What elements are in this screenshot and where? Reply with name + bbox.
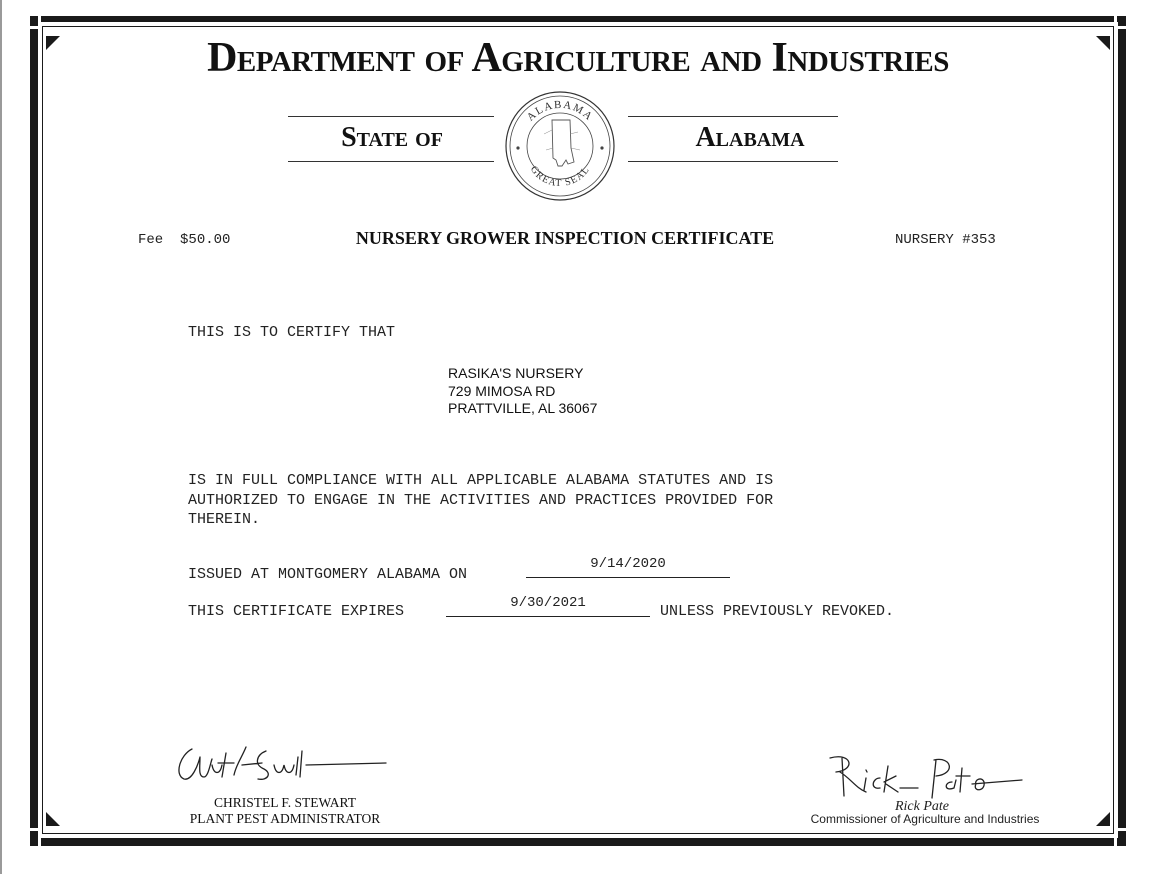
signature-left-icon bbox=[170, 735, 390, 793]
signatory-left bbox=[150, 795, 420, 827]
corner-notch bbox=[1114, 16, 1117, 22]
certify-line: THIS IS TO CERTIFY THAT bbox=[188, 324, 396, 341]
compliance-text: IS IN FULL COMPLIANCE WITH ALL APPLICABLE ALABAMA STATUTES AND IS AUTHORIZED TO ENGAGE IN THE ACTIVITIES AND PRACTICES PROVIDED FOR THEREIN. bbox=[188, 472, 774, 528]
state-name-label: Alabama bbox=[695, 122, 805, 153]
border-right bbox=[1118, 16, 1126, 846]
department-title: Department of Agriculture and Industries bbox=[207, 35, 949, 81]
corner-ornament-top-right bbox=[1096, 36, 1110, 50]
certificate-title: NURSERY GROWER INSPECTION CERTIFICATE bbox=[355, 228, 775, 248]
expires-date-line bbox=[446, 616, 650, 617]
corner-ornament-top-left bbox=[46, 36, 60, 50]
fee-amount: $50.00 bbox=[180, 232, 231, 248]
corner-notch bbox=[38, 16, 41, 22]
border-top bbox=[30, 16, 1126, 22]
state-of-label: State of bbox=[341, 122, 443, 153]
corner-notch bbox=[1118, 828, 1126, 831]
nursery-number: NURSERY #353 bbox=[895, 232, 996, 248]
seal-top-text: ALABAMA bbox=[524, 98, 596, 124]
corner-notch bbox=[38, 838, 41, 846]
corner-notch bbox=[1114, 838, 1117, 846]
rule-line bbox=[288, 116, 494, 117]
page-edge bbox=[0, 0, 2, 874]
expires-date: 9/30/2021 bbox=[510, 595, 586, 611]
seal-bottom-text: GREAT SEAL bbox=[527, 164, 593, 190]
corner-ornament-bottom-right bbox=[1096, 812, 1110, 826]
rule-line bbox=[628, 116, 838, 117]
signatory-right-name: Rick Pate bbox=[894, 799, 950, 814]
signatory-left-name: CHRISTEL F. STEWART bbox=[214, 795, 356, 810]
nursery-street: 729 MIMOSA RD bbox=[448, 382, 556, 399]
issued-label: ISSUED AT MONTGOMERY ALABAMA ON bbox=[188, 566, 468, 583]
signatory-left-title: PLANT PEST ADMINISTRATOR bbox=[189, 811, 381, 826]
expires-label: THIS CERTIFICATE EXPIRES bbox=[188, 603, 405, 620]
fee bbox=[138, 232, 230, 248]
nursery-city: PRATTVILLE, AL 36067 bbox=[448, 400, 598, 416]
corner-notch bbox=[1118, 26, 1126, 29]
signature-right-icon bbox=[822, 748, 1032, 802]
fee-label: Fee bbox=[138, 232, 164, 248]
nursery-name: RASIKA'S NURSERY bbox=[448, 365, 584, 381]
alabama-seal-icon bbox=[504, 90, 616, 202]
border-bottom bbox=[30, 838, 1126, 846]
nursery-address-block bbox=[448, 365, 597, 418]
border-left bbox=[30, 16, 38, 846]
issued-date: 9/14/2020 bbox=[590, 556, 666, 572]
corner-notch bbox=[30, 828, 38, 831]
rule-line bbox=[628, 161, 838, 162]
issued-date-line bbox=[526, 577, 730, 578]
revoked-clause: UNLESS PREVIOUSLY REVOKED. bbox=[660, 603, 895, 620]
rule-line bbox=[288, 161, 494, 162]
corner-notch bbox=[30, 26, 38, 29]
signatory-right-title: Commissioner of Agriculture and Industries bbox=[810, 812, 1040, 826]
corner-ornament-bottom-left bbox=[46, 812, 60, 826]
